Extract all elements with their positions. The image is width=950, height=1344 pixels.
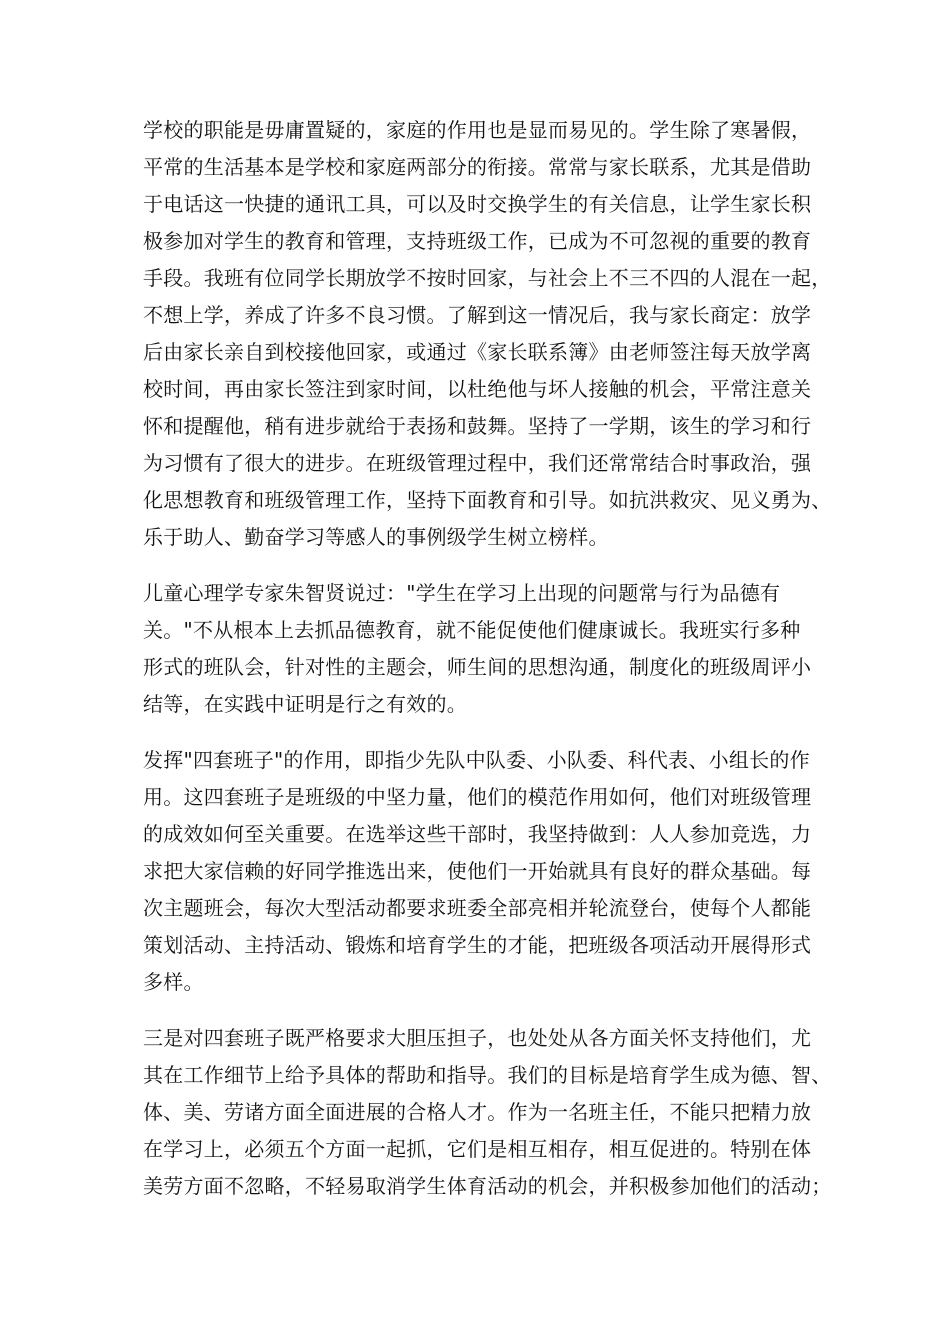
- text-line: 化思想教育和班级管理工作，坚持下面教育和引导。如抗洪救灾、见义勇为、: [143, 488, 832, 512]
- text-line: 形式的班队会，针对性的主题会，师生间的思想沟通，制度化的班级周评小: [143, 655, 812, 679]
- text-line: 在学习上，必须五个方面一起抓，它们是相互相存，相互促进的。特别在体: [143, 1137, 812, 1161]
- text-line: 后由家长亲自到校接他回家，或通过《家长联系簿》由老师签注每天放学离: [143, 340, 812, 364]
- text-line: 结等，在实践中证明是行之有效的。: [143, 692, 467, 716]
- text-line: 发挥"四套班子"的作用，即指少先队中队委、小队委、科代表、小组长的作: [143, 748, 810, 772]
- text-line: 多样。: [143, 970, 204, 994]
- text-line: 学校的职能是毋庸置疑的，家庭的作用也是显而易见的。学生除了寒暑假，: [143, 118, 812, 142]
- text-line: 怀和提醒他，稍有进步就给于表扬和鼓舞。坚持了一学期，该生的学习和行: [143, 414, 812, 438]
- paragraph-3: [143, 742, 821, 1001]
- text-line: 的成效如何至关重要。在选举这些干部时，我坚持做到：人人参加竞选，力: [143, 822, 812, 846]
- text-line: 用。这四套班子是班级的中坚力量，他们的模范作用如何，他们对班级管理: [143, 785, 812, 809]
- text-line: 三是对四套班子既严格要求大胆压担子，也处处从各方面关怀支持他们，尤: [143, 1026, 812, 1050]
- text-line: 儿童心理学专家朱智贤说过："学生在学习上出现的问题常与行为品德有: [143, 581, 781, 605]
- paragraph-2: [143, 575, 821, 723]
- text-line: 次主题班会，每次大型活动都要求班委全部亮相并轮流登台，使每个人都能: [143, 896, 812, 920]
- text-line: 校时间，再由家长签注到家时间，以杜绝他与坏人接触的机会，平常注意关: [143, 377, 812, 401]
- text-line: 为习惯有了很大的进步。在班级管理过程中，我们还常常结合时事政治，强: [143, 451, 812, 475]
- text-line: 策划活动、主持活动、锻炼和培育学生的才能，把班级各项活动开展得形式: [143, 933, 812, 957]
- text-line: 其在工作细节上给予具体的帮助和指导。我们的目标是培育学生成为德、智、: [143, 1063, 832, 1087]
- text-line: 于电话这一快捷的通讯工具，可以及时交换学生的有关信息，让学生家长积: [143, 192, 812, 216]
- text-line: 乐于助人、勤奋学习等感人的事例级学生树立榜样。: [143, 525, 609, 549]
- text-line: 美劳方面不忽略，不轻易取消学生体育活动的机会，并积极参加他们的活动；: [143, 1174, 832, 1198]
- document-page: [143, 112, 832, 1224]
- text-line: 不想上学，养成了许多不良习惯。了解到这一情况后，我与家长商定：放学: [143, 303, 812, 327]
- text-line: 体、美、劳诸方面全面进展的合格人才。作为一名班主任，不能只把精力放: [143, 1100, 812, 1124]
- paragraph-1: [143, 112, 832, 556]
- text-line: 平常的生活基本是学校和家庭两部分的衔接。常常与家长联系，尤其是借助: [143, 155, 812, 179]
- paragraph-4: [143, 1020, 832, 1205]
- text-line: 求把大家信赖的好同学推选出来，使他们一开始就具有良好的群众基础。每: [143, 859, 812, 883]
- text-line: 关。"不从根本上去抓品德教育，就不能促使他们健康诚长。我班实行多种: [143, 618, 801, 642]
- text-line: 极参加对学生的教育和管理，支持班级工作，已成为不可忽视的重要的教育: [143, 229, 812, 253]
- text-line: 手段。我班有位同学长期放学不按时回家，与社会上不三不四的人混在一起，: [143, 266, 832, 290]
